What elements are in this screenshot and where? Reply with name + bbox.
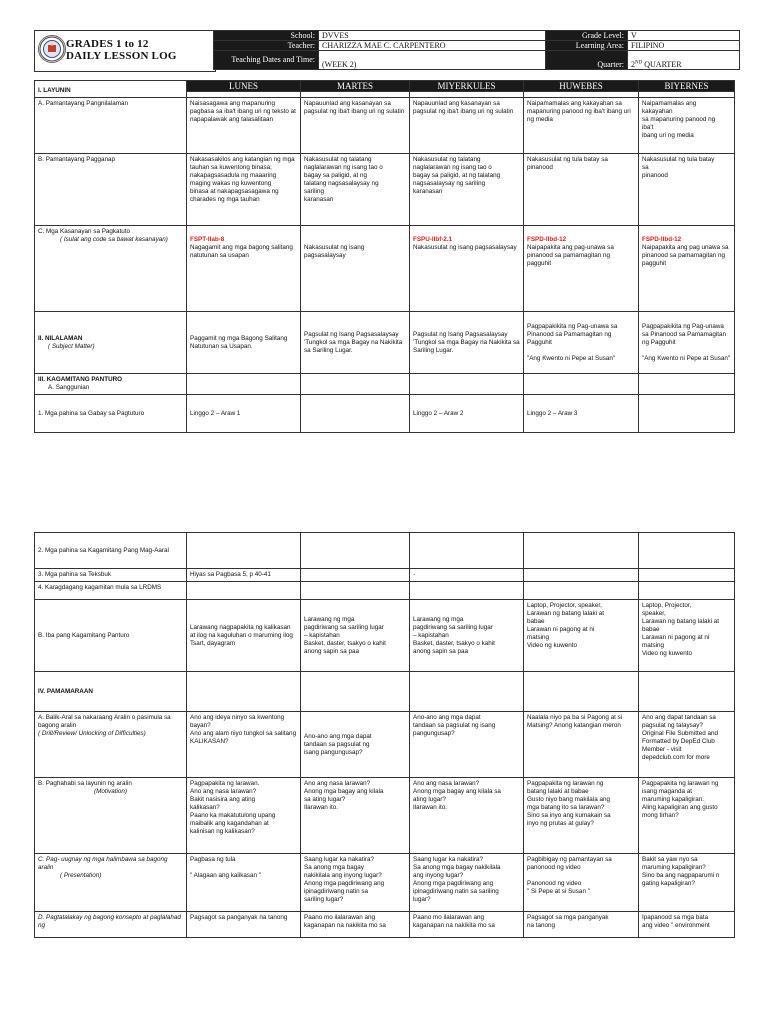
row-label-lrdms: 4. Karagdagang kagamitan mula sa LRDMS — [35, 582, 187, 600]
table-cell: Larawang ng mga pagdiriwang sa sariling lugar – kapistahan Basket, daster, tsakyo o kahit anong sapin sa paa — [410, 600, 524, 672]
table-cell: Ano ang ideya ninyo sa kwentong bayan? Ano ang alam niyo tungkol sa salitang KALIKASAN? — [187, 712, 301, 778]
table-cell: Pagsagot sa panganyak na tanong — [187, 912, 301, 938]
table-cell: Nakasasakilos ang katangian ng mga tauhan sa kuwentong binasa; nakapagsasadula ng maaaring maging wakas ng kuwentong binasa at nakapagsasagawa ng charades ng mga tauhan — [187, 154, 301, 226]
layunin-heading: I. LAYUNIN — [35, 81, 187, 98]
table-cell: FSPD-IIbd-12 Naipapakita ang pag-unawa sa pinanood sa pamamagitan ng pagguhit — [524, 226, 639, 312]
row-label-teksbuk: 3. Mga pahina sa Teksbuk — [35, 569, 187, 582]
row-label-balik-aral: A. Balik-Aral sa nakaraang Aralin o pasimula sa bagong aralin ( Drill/Review/ Unlocking of Difficulties) — [35, 712, 187, 778]
table-cell: Pagsagot sa mga panganyak na tanong — [524, 912, 639, 938]
table-cell: Ano ang nasa larawan? Anong mga bagay ang kilala sa ating lugar? Ilarawan ito. — [301, 778, 410, 854]
row-label-nilalaman: II. NILALAMAN ( Subject Matter) — [35, 312, 187, 374]
area-value: FILIPINO — [628, 41, 740, 51]
grade-label: Grade Level: — [546, 31, 628, 41]
table-cell: Naipamamalas ang kakayahan sa mapanuring panood ng iba't ibang uri ng media — [639, 98, 735, 154]
competency-code: FSPD-IIbd-12 — [642, 236, 682, 243]
table-cell: Laptop, Projector, speaker, Larawan ng batang lalaki at babae Larawan ni pagong at ni matsing Video ng kuwento — [639, 600, 735, 672]
table-cell: Ano ang nasa larawan? Anong mga bagay ang kilala sa ating lugar? Ilarawan ito. — [410, 778, 524, 854]
area-label: Learning Area: — [546, 41, 628, 51]
deped-seal-icon — [38, 35, 66, 63]
table-cell — [301, 582, 410, 600]
table-cell: Nakasusulat ng talatang naglalarawan ng isang tao o bagay sa paligid, at ng talatang nagsasalaysay ng sariling karanasan — [410, 154, 524, 226]
table-cell — [639, 569, 735, 582]
table-cell: Nakasusulat ng isang pagsasalaysay — [301, 226, 410, 312]
table-cell: Larawang ng mga pagdiriwang sa sariling lugar – kapistahan Basket, daster, tsakyo o kahit anong sapin sa paa — [301, 600, 410, 672]
table-cell: Linggo 2 – Araw 2 — [410, 395, 524, 433]
table-cell — [410, 582, 524, 600]
row-label-kagamitang-pang-mag-aaral: 2. Mga pahina sa Kagamitang Pang Mag-Aaral — [35, 533, 187, 569]
competency-code: FSPT-IIab-8 — [190, 236, 225, 243]
table-cell: Pagpapakita ng larawan ng isang maganda at maruming kapaligiran. Aling kapaligiran ang gusto mong tirhan? — [639, 778, 735, 854]
quarter-value: 2ND QUARTER — [628, 51, 740, 70]
table-cell — [639, 533, 735, 569]
table-cell — [524, 533, 639, 569]
table-cell — [639, 395, 735, 433]
table-cell: Napauunlad ang kasanayan sa pagsulat ng iba't ibang uri ng sulatin — [410, 98, 524, 154]
table-cell: Nakasusulat ng talatang naglalarawan ng isang tao o bagay sa paligid, at ng talatang nagsasalaysay ng sariling karanasan — [301, 154, 410, 226]
table-cell: Naisasagawa ang mapanuring pagbasa sa iba't ibang uri ng teksto at napapalawak ang talasalitaan — [187, 98, 301, 154]
table-cell — [524, 582, 639, 600]
table-cell — [301, 569, 410, 582]
table-cell: Paggamit ng mga Bagong Salitang Natutunan sa Usapan. — [187, 312, 301, 374]
table-cell: Pagpapakikita ng Pag-unawa sa Pinanood sa Pamamagitan ng Pagguhit "Ang Kwento ni Pepe at Susan" — [524, 312, 639, 374]
table-cell: Linggo 2 – Araw 3 — [524, 395, 639, 433]
table-cell — [410, 533, 524, 569]
table-cell: Nakasusulat ng tula batay sa pinanood — [524, 154, 639, 226]
header-info-table — [213, 30, 740, 70]
row-label-kasanayan — [35, 226, 187, 312]
teacher-value: CHARIZZA MAE C. CARPENTERO — [319, 41, 546, 51]
grade-value: V — [628, 31, 740, 41]
row-label-gabay: 1. Mga pahina sa Gabay sa Pagtuturo — [35, 395, 187, 433]
table-cell: Paano mo ilalarawan ang kaganapan na nakikita mo sa — [410, 912, 524, 938]
table-cell: Pagbibigay ng pamantayan sa panonood ng video Panonood ng video " Si Pepe at si Susan " — [524, 854, 639, 912]
day-header-martes: MARTES — [301, 81, 410, 92]
lesson-table-bottom — [34, 532, 735, 938]
table-cell — [639, 582, 735, 600]
table-cell: - — [410, 569, 524, 582]
table-cell: Ano-ano ang mga dapat tandaan sa pagsulat ng isang pangungusap? — [410, 712, 524, 778]
dates-value: (WEEK 2) — [319, 51, 546, 70]
row-label-kagamitan: III. KAGAMITANG PANTURO A. Sanggunian — [35, 374, 187, 395]
table-cell: Saang lugar ka nakatira? Sa anong mga bagay nakikilala ang inyong lugar? Anong mga pagdiriwang ang ipinagdiriwang natin sa sariling lugar? — [410, 854, 524, 912]
table-cell: Napauunlad ang kasanayan sa pagsulat ng iba't ibang uri ng sulatin — [301, 98, 410, 154]
school-label: School: — [214, 31, 319, 41]
day-header-lunes: LUNES — [187, 81, 301, 92]
table-cell: FSPD-IIbd-12 Naipapakita ang pag unawa sa pinanood sa pamamagitan ng pagguhit — [639, 226, 735, 312]
table-cell: Paano mo ilalarawan ang kaganapan na nakikita mo sa — [301, 912, 410, 938]
table-cell: Saang lugar ka nakatira? Sa anong mga bagay nakikilala ang inyong lugar? Anong mga pagdiriwang ang ipinagdiriwang natin sa sariling lugar? — [301, 854, 410, 912]
table-cell — [301, 533, 410, 569]
table-cell: Pagpapakita ng larawan. Ano ang nasa larawan? Bakit nasisira ang ating kalikasan? Paano ka makatutulong upang maibalik ang kagandahan at kalinisan ng kalikasan? — [187, 778, 301, 854]
teacher-label: Teacher: — [214, 41, 319, 51]
form-title-line1: GRADES 1 to 12 — [66, 38, 149, 50]
kasanayan-note: ( Isulat ang code sa bawat kasanayan) — [60, 236, 168, 243]
form-title-line2: DAILY LESSON LOG — [66, 50, 177, 62]
table-cell: Naalala niyo pa ba si Pagong at si Matsing? Anong katangian meron — [524, 712, 639, 778]
day-header-biyernes: BIYERNES — [639, 81, 735, 92]
table-cell: Pagsulat ng Isang Pagsasalaysay 'Tungkol sa mga Bagay na Nakikita sa Sariling Lugar. — [410, 312, 524, 374]
kasanayan-label: C. Mga Kasanayan sa Pagkatuto — [38, 228, 131, 235]
row-label-pangnilalaman: A. Pamantayang Pangnilalaman — [35, 98, 187, 154]
table-cell — [524, 569, 639, 582]
table-cell: Pagpapakita ng larawan ng batang lalaki at babae Gusto niyo bang makilala ang mga batang ito sa larawan? Sino sa inyo ang kumakain sa inyo ng prutas at gulay? — [524, 778, 639, 854]
competency-code: FSPD-IIbd-12 — [527, 236, 567, 243]
table-cell: Naipamamalas ang kakayahan sa mapanuring panood ng iba't ibang uri ng media — [524, 98, 639, 154]
quarter-label: Quarter: — [546, 51, 628, 70]
table-cell — [187, 533, 301, 569]
row-label-pagganap: B. Pamantayang Pagganap — [35, 154, 187, 226]
competency-code: FSPU-IIbf-2.1 — [413, 236, 453, 243]
row-label-paghahabi: B. Paghahabi sa layunin ng aralin (Motivation) — [35, 778, 187, 854]
day-header-miyerkules: MIYERKULES — [410, 81, 524, 92]
table-cell: FSPU-IIbf-2.1 Nakasusulat ng isang pagsasalaysay — [410, 226, 524, 312]
lesson-table-top — [34, 80, 735, 433]
table-cell: Hiyas sa Pagbasa 5, p 40-41 — [187, 569, 301, 582]
table-cell: Bakit sa yaw nyo sa maruming kapaligiran? Sino ba ang nagpaparumi n gating kapaligiran? — [639, 854, 735, 912]
table-cell: Linggo 2 – Araw 1 — [187, 395, 301, 433]
table-cell — [187, 582, 301, 600]
table-cell: Pagpapakikita ng Pag-unawa sa Pinanood sa Pamamagitan ng Pagguhit "Ang Kwento ni Pepe at Susan" — [639, 312, 735, 374]
table-cell: Pagsulat ng Isang Pagsasalaysay 'Tungkol sa mga Bagay na Nakikita sa Sariling Lugar. — [301, 312, 410, 374]
table-cell: Ano-ano ang mga dapat tandaan sa pagsulat ng isang pangungusap? — [301, 712, 410, 778]
dates-label: Teaching Dates and Time: — [214, 51, 319, 70]
row-label-pag-uugnay: C. Pag- uugnay ng mga halimbawa sa bagong aralin ( Presentation) — [35, 854, 187, 912]
row-label-pagtatalakay: D. Pagtatalakay ng bagong konsepto at paglalahad ng — [35, 912, 187, 938]
table-cell: Nakasusulat ng tula batay sa pinanood — [639, 154, 735, 226]
table-cell — [301, 395, 410, 433]
table-cell: Larawang nagpapakita ng kalikasan at ilog na kaguluhan o maruming ilog Tsart, dayagram — [187, 600, 301, 672]
school-value: DVVES — [319, 31, 546, 41]
pamamaraan-heading: IV. PAMAMARAAN — [35, 672, 187, 712]
row-label-iba-pang-kagamitan: B. Iba pang Kagamitang Panturo — [35, 600, 187, 672]
table-cell: Ano ang dapat tandaan sa pagsulat ng talaysay? Original File Submitted and Formatted by DepEd Club Member - visit depedclub.com for more — [639, 712, 735, 778]
table-cell: Pagbasa ng tula " Alagaan ang kalikasan " — [187, 854, 301, 912]
table-cell: Laptop, Projector, speaker, Larawan ng batang lalaki at babae Larawan ni pagong at ni matsing Video ng kuwento — [524, 600, 639, 672]
table-cell: Ipapanood sa mga bata ang video " environment — [639, 912, 735, 938]
table-cell: FSPT-IIab-8 Nagagamit ang mga bagong salitang natutunan sa usapan — [187, 226, 301, 312]
day-header-huwebes: HUWEBES — [524, 81, 639, 92]
